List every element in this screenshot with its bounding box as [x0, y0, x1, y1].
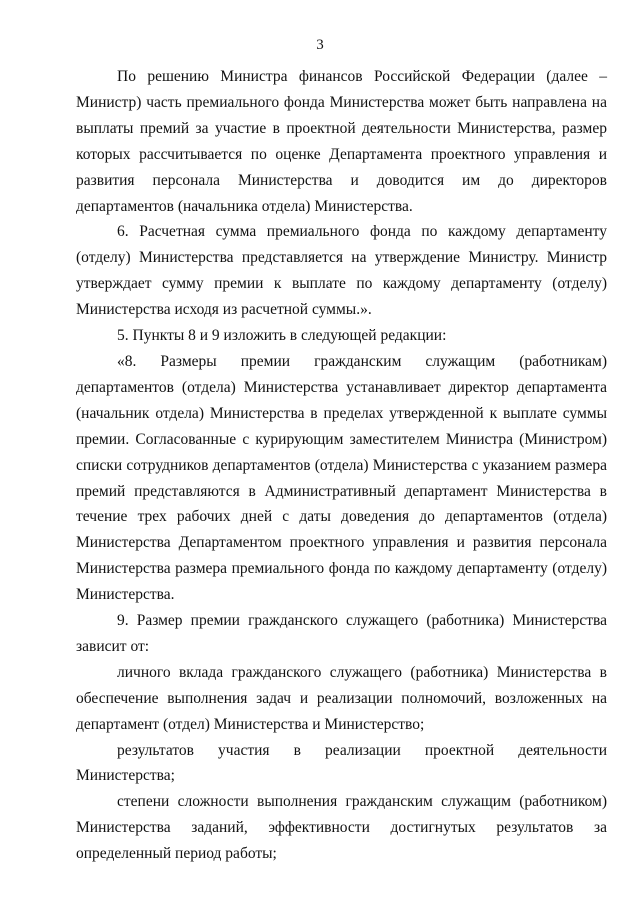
paragraph-project-results: результатов участия в реализации проектной деятельности Министерства; [76, 741, 607, 785]
paragraph-item-5-amendment: 5. Пункты 8 и 9 изложить в следующей редакции: [117, 327, 447, 345]
page-number: 3 [316, 37, 324, 53]
paragraph-item-8: «8. Размеры премии гражданским служащим (работникам) департаментов (отдела) Министерства устанавливает директор департамента (начальник отдела) Министерства в пределах утвержденной к выплате суммы премии. Согласованные с курирующим заместителем Министра (Министром) списки сотрудников департаментов (отдела) Министерства с указанием размера премий представляются в Административный департамент Министерства в течение трех рабочих дней с даты доведения до департаментов (отдела) Министерства Департаментом проектного управления и развития персонала Министерства размера премиального фонда по каждому департаменту (отделу) Министерства. [76, 352, 607, 604]
paragraph-fund-decision: По решению Министра финансов Российской Федерации (далее – Министр) часть премиального фонда Министерства может быть направлена на выплаты премий за участие в проектной деятельности Министерства, размер которых рассчитывается по оценке Департамента проектного управления и развития персонала Министерства и доводится им до директоров департаментов (начальника отдела) Министерства. [76, 68, 607, 215]
document-body [76, 64, 607, 867]
paragraph-task-complexity: степени сложности выполнения гражданским служащим (работником) Министерства заданий, эффективности достигнутых результатов за определенный период работы; [76, 793, 607, 863]
paragraph-item-9: 9. Размер премии гражданского служащего (работника) Министерства зависит от: [76, 612, 607, 655]
paragraph-item-6: 6. Расчетная сумма премиального фонда по каждому департаменту (отделу) Министерства представляется на утверждение Министру. Министр утверждает сумму премии к выплате по каждому департаменту (отделу) Министерства исходя из расчетной суммы.». [76, 223, 607, 319]
paragraph-personal-contribution: личного вклада гражданского служащего (работника) Министерства в обеспечение выполнения задач и реализации полномочий, возложенных на департамент (отдел) Министерства и Министерство; [76, 663, 607, 733]
